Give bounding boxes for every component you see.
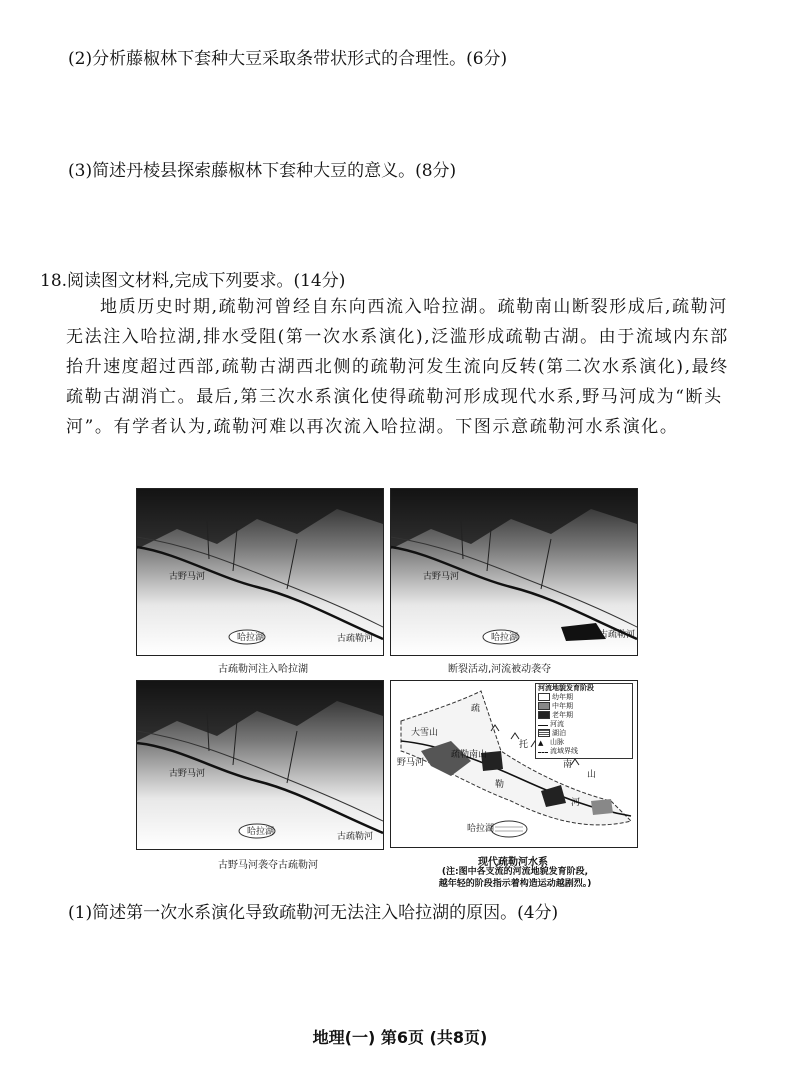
map-fault-activity <box>390 488 638 656</box>
map3-label-b: 哈拉湖 <box>247 827 275 837</box>
map4-label-yema: 野马河 <box>397 758 425 768</box>
legend-title: 河流地貌发育阶段 <box>538 684 594 692</box>
legend-middle: 中年期 <box>552 702 573 710</box>
map2-caption: 断裂活动,河流被动袭夺 <box>448 664 552 675</box>
map-yema-captures-shule <box>136 680 384 850</box>
legend-mountain: 山脉 <box>550 738 564 746</box>
map1-caption: 古疏勒河注入哈拉湖 <box>218 664 308 675</box>
question-18-title: 18.阅读图文材料,完成下列要求。(14分) <box>40 271 346 291</box>
question-18-material: 地质历史时期,疏勒河曾经自东向西流入哈拉湖。疏勒南山断裂形成后,疏勒河无法注入哈拉湖,排水受阻(第一次水系演化),泛滥形成疏勒古湖。由于流域内东部抬升速度超过西部,疏勒古湖西北侧的疏勒河发生流向反转(第二次水系演化),最终疏勒古湖消亡。最后,第三次水系演化使得疏勒河形成现代水系,野马河成为“断头河”。有学者认为,疏勒河难以再次流入哈拉湖。下图示意疏勒河水系演化。 <box>66 297 729 437</box>
map4-label-shu: 疏 <box>471 704 481 714</box>
page-footer: 地理(一) 第6页 (共8页) <box>312 1028 488 1047</box>
map2-label-b: 哈拉湖 <box>491 633 519 643</box>
map4-label-shulenanshan: 疏勒南山 <box>451 750 488 760</box>
map4-label-le: 勒 <box>495 780 505 790</box>
map4-label-nan: 南 <box>563 760 573 770</box>
map4-label-he: 河 <box>571 798 581 808</box>
map4-note-line1: (注:图中各支流的河流地貌发育阶段, <box>441 867 589 877</box>
legend-young: 幼年期 <box>552 693 573 701</box>
question-3: (3)简述丹棱县探索藤椒林下套种大豆的意义。(8分) <box>68 161 457 181</box>
legend-old: 老年期 <box>552 711 573 719</box>
map4-note <box>400 866 630 890</box>
map4-legend: 河流地貌发育阶段 幼年期 中年期 老年期 河流 湖泊 ▲ 山脉 流域界线 <box>535 683 633 759</box>
map1-label-b: 哈拉湖 <box>237 633 265 643</box>
map3-label-a: 古野马河 <box>169 769 206 779</box>
legend-river: 河流 <box>550 720 564 728</box>
question-2: (2)分析藤椒林下套种大豆采取条带状形式的合理性。(6分) <box>68 49 508 69</box>
legend-lake: 湖泊 <box>552 729 566 737</box>
legend-boundary: 流域界线 <box>550 747 578 755</box>
map4-label-daxueshan: 大雪山 <box>411 728 439 738</box>
map3-caption: 古野马河袭夺古疏勒河 <box>218 860 318 871</box>
map3-label-c: 古疏勒河 <box>337 832 374 842</box>
map1-label-c: 古疏勒河 <box>337 634 374 644</box>
map4-caption: 现代疏勒河水系 <box>478 857 548 868</box>
map4-label-tuo: 托 <box>519 740 529 750</box>
question-18-1: (1)简述第一次水系演化导致疏勒河无法注入哈拉湖的原因。(4分) <box>68 903 559 923</box>
map-ancient-shule-into-hala <box>136 488 384 656</box>
map4-note-line2: 越年轻的阶段指示着构造运动越剧烈。) <box>438 879 592 889</box>
map2-label-a: 古野马河 <box>423 572 460 582</box>
map-modern-shule-system <box>390 680 638 848</box>
map4-label-hala: 哈拉湖 <box>467 824 495 834</box>
map4-label-shan: 山 <box>587 770 597 780</box>
map2-label-c: 古疏勒河 <box>599 630 636 640</box>
map1-label-a: 古野马河 <box>169 572 206 582</box>
